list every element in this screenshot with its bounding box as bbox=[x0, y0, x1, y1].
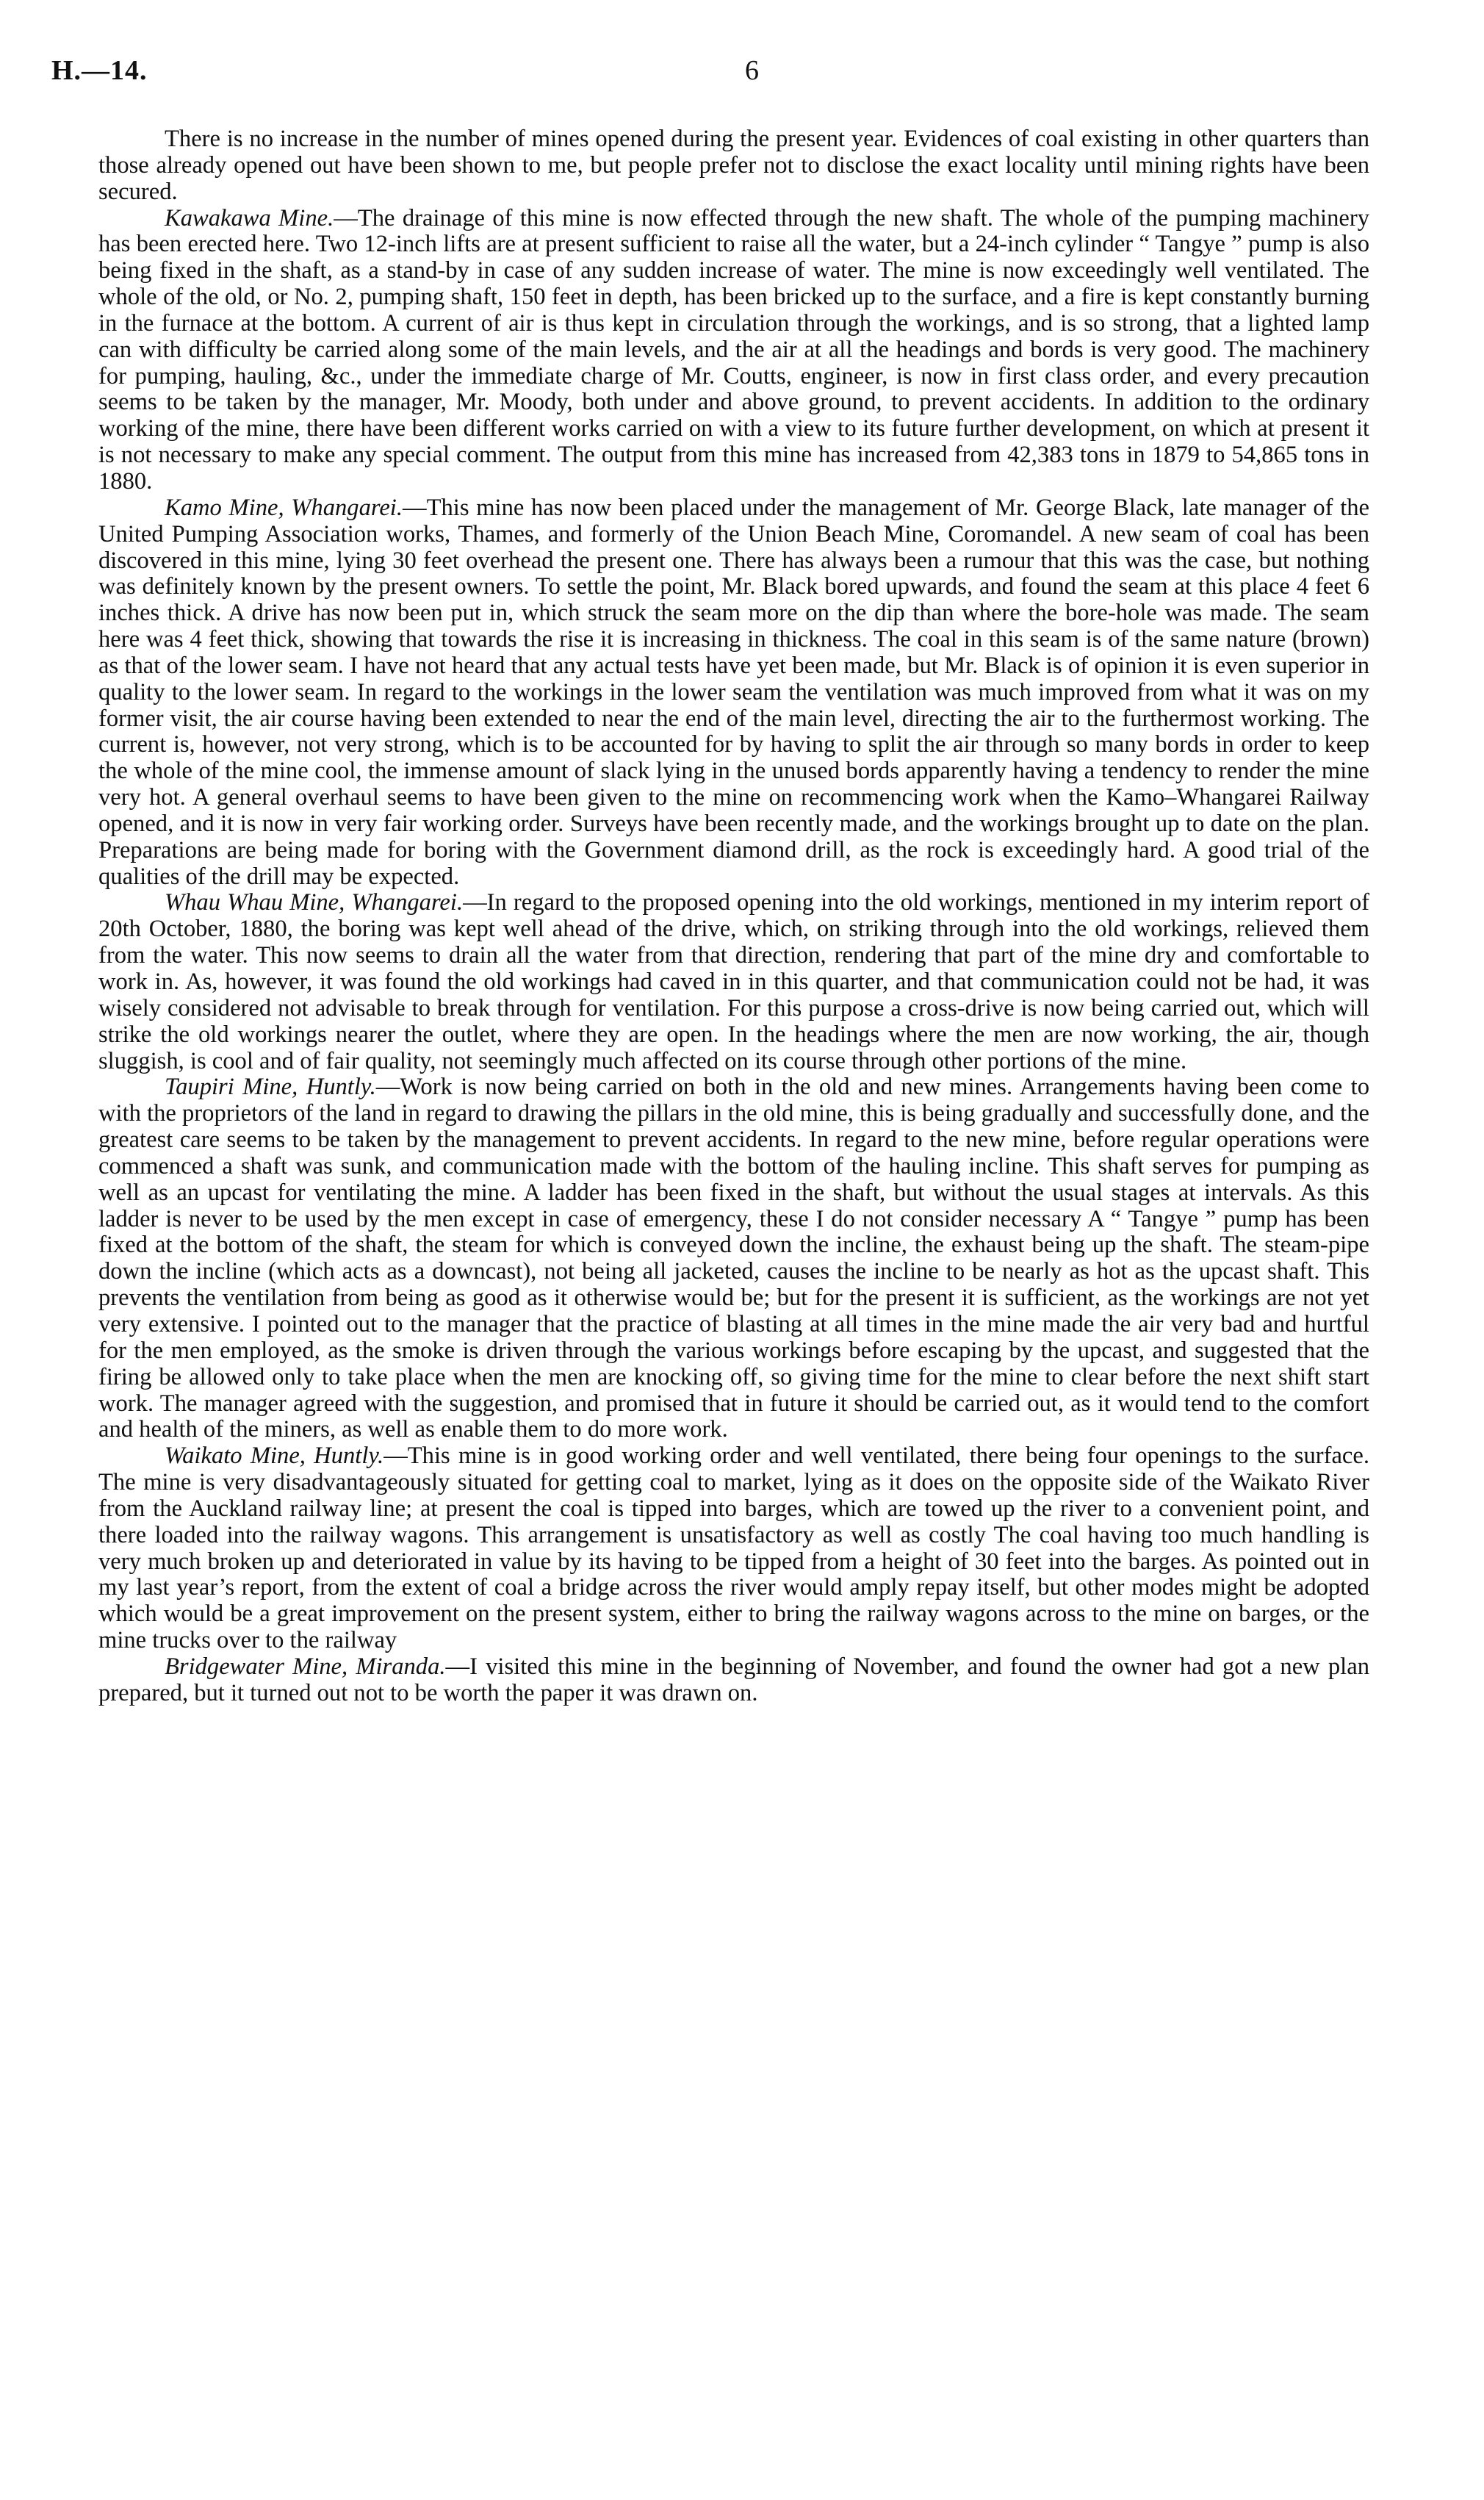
paragraph-text: —This mine is in good working order and well ventilated, there being four openings to the surface. The mine is very disadvantageously situated for getting coal to market, lying as it does on the opposite side of the Waikato River from the Auckland railway line; at present the coal is tipped into barges, which are towed up the river to a convenient point, and there loaded into the railway wagons. This arrangement is unsatisfactory as well as costly The coal having too much handling is very much broken up and deteriorated in value by its having to be tipped from a height of 30 feet into the barges. As pointed out in my last year’s report, from the extent of coal a bridge across the river would amply repay itself, but other modes might be adopted which would be a great improvement on the present system, either to bring the railway wagons across to the mine on barges, or the mine trucks over to the railway bbox=[98, 1443, 1369, 1654]
body-text bbox=[98, 126, 1369, 1707]
paragraph-heading: Bridgewater Mine, Miranda. bbox=[165, 1653, 446, 1680]
paragraph-text: —In regard to the proposed opening into the old workings, mentioned in my interim report of 20th October, 1880, the boring was kept well ahead of the drive, which, on striking through into the old workings, relieved them from the water. This now seems to drain all the water from that direction, rendering that part of the mine dry and comfortable to work in. As, however, it was found the old workings had caved in in this quarter, and that communication could not be had, it was wisely considered not advisable to break through for ventilation. For this purpose a cross-drive is now being carried out, which will strike the old workings nearer the outlet, where they are open. In the headings where the men are now working, the air, though sluggish, is cool and of fair quality, not seemingly much affected on its course through other portions of the mine. bbox=[98, 889, 1369, 1074]
paragraph-kamo-mine bbox=[98, 495, 1369, 891]
paragraph-heading: Kamo Mine, Whangarei. bbox=[165, 494, 403, 521]
paragraph-whau-whau-mine bbox=[98, 890, 1369, 1074]
page-header bbox=[51, 54, 1359, 91]
paragraph-heading: Taupiri Mine, Huntly. bbox=[165, 1074, 376, 1101]
paragraph-text: —The drainage of this mine is now effected through the new shaft. The whole of the pumping machinery has been erected here. Two 12-inch lifts are at present sufficient to raise all the water, but a 24-inch cylinder “ Tangye ” pump is also being fixed in the shaft, as a stand-by in case of any sudden increase of water. The mine is now exceedingly well ventilated. The whole of the old, or No. 2, pumping shaft, 150 feet in depth, has been bricked up to the surface, and a fire is kept constantly burning in the furnace at the bottom. A current of air is thus kept in circulation through the workings, and is so strong, that a lighted lamp can with difficulty be carried along some of the main levels, and the air at all the headings and bords is very good. The machinery for pumping, hauling, &c., under the immediate charge of Mr. Coutts, engineer, is now in first class order, and every precaution seems to be taken by the manager, Mr. Moody, both under and above ground, to prevent accidents. In addition to the ordinary working of the mine, there have been different works carried on with a view to its future further development, on which at present it is not necessary to make any special comment. The output from this mine has increased from 42,383 tons in 1879 to 54,865 tons in 1880. bbox=[98, 204, 1369, 495]
paragraph-intro bbox=[98, 126, 1369, 206]
paragraph-taupiri-mine bbox=[98, 1074, 1369, 1443]
paragraph-text: —Work is now being carried on both in the old and new mines. Arrangements having been come to with the proprietors of the land in regard to drawing the pillars in the old mine, this is being gradually and successfully done, and the greatest care seems to be taken by the management to prevent accidents. In regard to the new mine, before regular operations were commenced a shaft was sunk, and communication made with the bottom of the hauling incline. This shaft serves for pumping as well as an upcast for ventilating the mine. A ladder has been fixed in the shaft, but without the usual stages at intervals. As this ladder is never to be used by the men except in case of emergency, these I do not consider necessary A “ Tangye ” pump has been fixed at the bottom of the shaft, the steam for which is conveyed down the incline, the exhaust being up the shaft. The steam-pipe down the incline (which acts as a downcast), not being all jacketed, causes the incline to be nearly as hot as the upcast shaft. This prevents the ventilation from being as good as it otherwise would be; but for the present it is sufficient, as the workings are not yet very extensive. I pointed out to the manager that the practice of blasting at all times in the mine made the air very bad and hurtful for the men employed, as the smoke is driven through the various workings before escaping by the upcast, and suggested that the firing be allowed only to take place when the men are knocking off, so giving time for the mine to clear before the next shift start work. The manager agreed with the suggestion, and promised that in future it should be carried out, as it would tend to the comfort and health of the miners, as well as enable them to do more work. bbox=[98, 1074, 1369, 1443]
paragraph-heading: Waikato Mine, Huntly. bbox=[165, 1443, 384, 1470]
paragraph-heading: Kawakawa Mine. bbox=[165, 204, 334, 231]
page-number: 6 bbox=[745, 55, 759, 86]
document-reference: H.—14. bbox=[51, 55, 148, 86]
paragraph-text: —This mine has now been placed under the management of Mr. George Black, late manager of the United Pumping Association works, Thames, and formerly of the Union Beach Mine, Coromandel. A new seam of coal has been discovered in this mine, lying 30 feet overhead the present one. There has always been a rumour that this was the case, but nothing was definitely known by the present owners. To settle the point, Mr. Black bored upwards, and found the seam at this place 4 feet 6 inches thick. A drive has now been put in, which struck the seam more on the dip than where the bore-hole was made. The seam here was 4 feet thick, showing that towards the rise it is increasing in thickness. The coal in this seam is of the same nature (brown) as that of the lower seam. I have not heard that any actual tests have yet been made, but Mr. Black is of opinion it is even superior in quality to the lower seam. In regard to the workings in the lower seam the ventilation was much improved from what it was on my former visit, the air course having been extended to near the end of the main level, directing the air to the furthermost working. The current is, however, not very strong, which is to be accounted for by having to split the air through so many bords in order to keep the whole of the mine cool, the immense amount of slack lying in the unused bords apparently having a tendency to render the mine very hot. A general overhaul seems to have been given to the mine on recommencing work when the Kamo–Whangarei Railway opened, and it is now in very fair working order. Surveys have been recently made, and the workings brought up to date on the plan. Preparations are being made for boring with the Government diamond drill, as the rock is exceedingly hard. A good trial of the qualities of the drill may be expected. bbox=[98, 494, 1369, 890]
paragraph-waikato-mine bbox=[98, 1443, 1369, 1654]
paragraph-kawakawa-mine bbox=[98, 206, 1369, 495]
paragraph-bridgewater-mine bbox=[98, 1654, 1369, 1707]
paragraph-text: —I visited this mine in the beginning of November, and found the owner had got a new plan prepared, but it turned out not to be worth the paper it was drawn on. bbox=[98, 1653, 1369, 1706]
paragraph-heading: Whau Whau Mine, Whangarei. bbox=[165, 889, 464, 916]
paragraph-text: There is no increase in the number of mines opened during the present year. Evidences of coal existing in other quarters than those already opened out have been shown to me, but people prefer not to disclose the exact locality until mining rights have been secured. bbox=[98, 126, 1369, 205]
